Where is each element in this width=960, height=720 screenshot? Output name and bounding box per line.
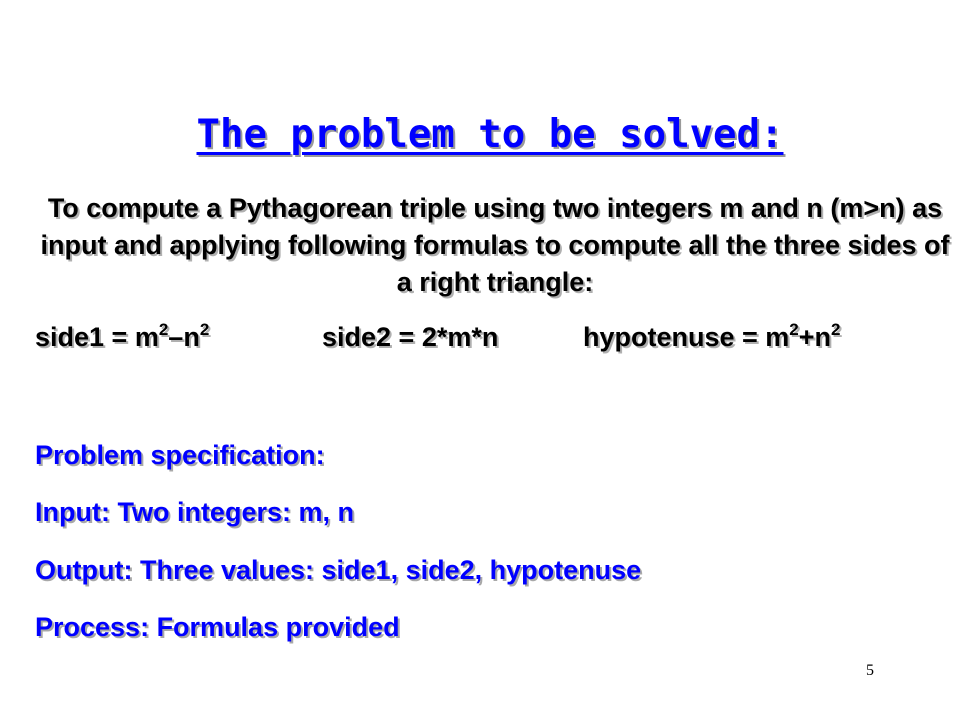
side1-prefix: side1 = m xyxy=(35,322,159,352)
hypotenuse-exponent-n: 2 xyxy=(831,320,841,339)
spec-input: Input: Two integers: m, n xyxy=(35,497,354,527)
side2-formula: side2 = 2*m*n xyxy=(322,322,499,352)
side1-formula xyxy=(35,322,209,353)
hypotenuse-exponent-m: 2 xyxy=(789,320,799,339)
spec-output: Output: Three values: side1, side2, hypotenuse xyxy=(35,555,642,585)
hypotenuse-middle: +n xyxy=(798,322,832,352)
hypotenuse-formula xyxy=(583,322,841,353)
slide-title: The problem to be solved: xyxy=(196,112,784,157)
spec-process: Process: Formulas provided xyxy=(35,612,400,642)
side1-exponent-m: 2 xyxy=(158,320,169,339)
spec-heading: Problem specification: xyxy=(35,440,325,470)
formula-row xyxy=(35,322,935,362)
page-number: 5 xyxy=(866,662,874,679)
side1-exponent-n: 2 xyxy=(199,320,210,339)
hypotenuse-prefix: hypotenuse = m xyxy=(583,322,790,352)
side1-middle: –n xyxy=(168,322,200,352)
intro-paragraph: To compute a Pythagorean triple using two integers m and n (m>n) as input and applying following formulas to compute all the three sides of a right triangle: xyxy=(40,193,950,297)
